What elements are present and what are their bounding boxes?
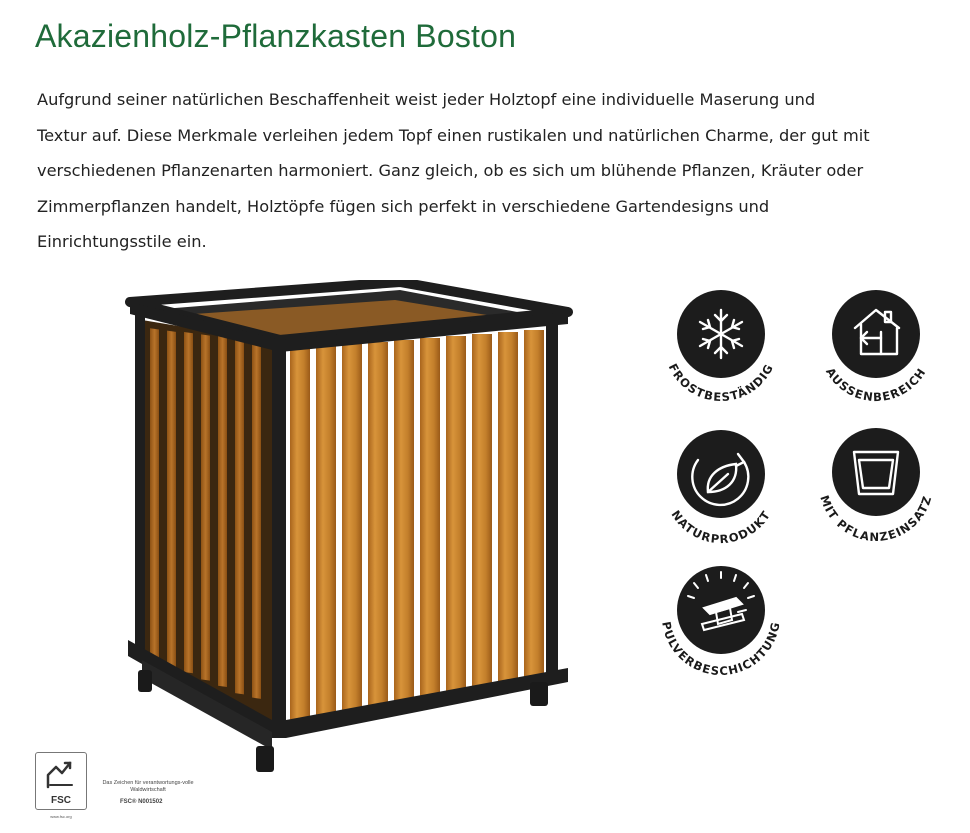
feature-label: PULVERBESCHICHTUNG (659, 620, 783, 679)
feature-label: FROSTBESTÄNDIG (665, 361, 777, 405)
description-line: Einrichtungsstile ein. (37, 232, 207, 251)
feature-label: MIT PFLANZEINSATZ (817, 493, 935, 545)
description-line: Zimmerpflanzen handelt, Holztöpfe fügen sich perfekt in verschiedene Gartendesigns und (37, 196, 770, 216)
fsc-url: www.fsc.org (50, 814, 72, 819)
fsc-logo (35, 752, 87, 819)
fsc-tree-icon (36, 755, 85, 795)
page-title: Akazienholz-Pflanzkasten Boston (35, 18, 517, 54)
feature-label: NATURPRODUKT (668, 507, 774, 547)
description-line: Textur auf. Diese Merkmale verleihen jedem Topf einen rustikalen und natürlichen Charme, der gut mit (37, 125, 870, 145)
description-line: Aufgrund seiner natürlichen Beschaffenheit weist jeder Holztopf eine individuelle Maserung und (37, 90, 816, 109)
feature-badge-naturprodukt (646, 424, 796, 574)
product-description (37, 82, 927, 260)
fsc-license-code: FSC® N001502 (120, 799, 163, 805)
front-slats (290, 330, 544, 723)
feature-badge-pulverbeschichtung (646, 566, 796, 716)
description-line: verschiedenen Pflanzenarten harmoniert. Ganz gleich, ob es sich um blühende Pflanzen, Kräuter oder (37, 161, 864, 180)
feature-label: AUSSENBEREICH (823, 364, 929, 405)
planter-illustration (120, 280, 580, 790)
feature-badge-mit-pflanzeinsatz (801, 424, 951, 574)
product-image-planter (120, 280, 580, 790)
fsc-claim: Das Zeichen für verantwortungs-volle Waldwirtschaft (102, 780, 194, 793)
fsc-name: FSC (51, 795, 71, 806)
feature-badge-aussenbereich (801, 282, 951, 432)
feature-badge-frostbestaendig (646, 282, 796, 432)
